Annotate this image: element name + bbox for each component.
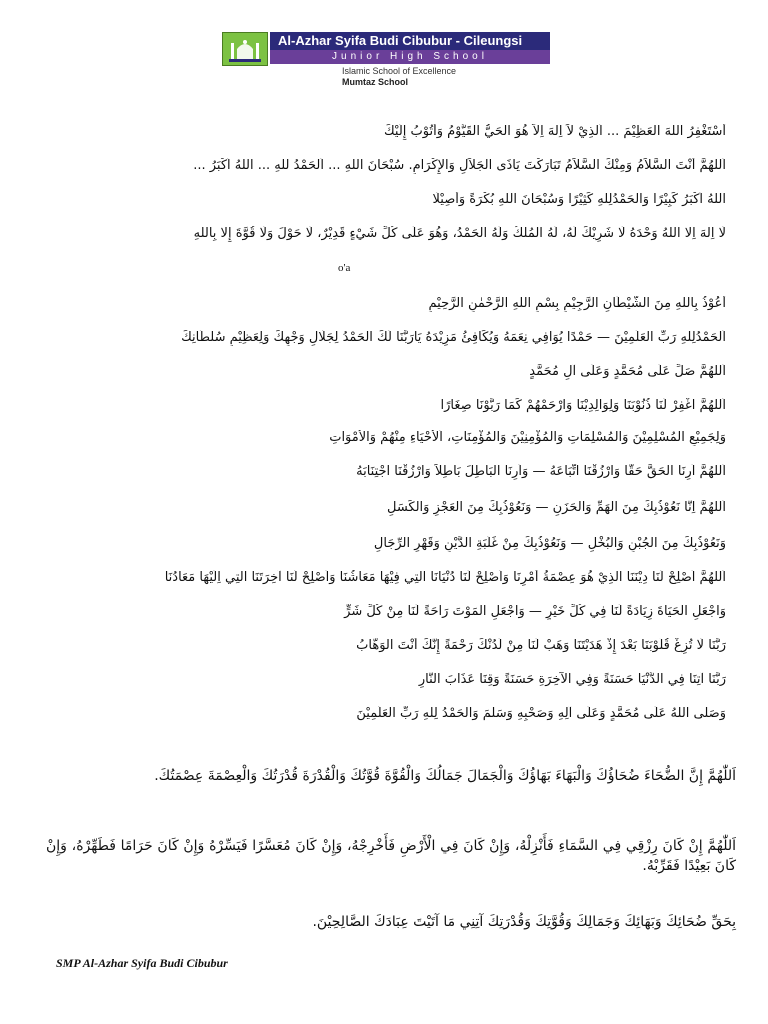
dua-line: وَاجْعَلِ الْحَيَاةَ زِيَادَةً لَنَا فِي كُلِّ خَيْرٍ — وَاجْعَلِ الْمَوْتَ رَاحَةً لَنَا مِنْ كُلِّ شَرٍّ [344, 604, 726, 619]
dua-paragraph: بِحَقِّ ضُحَائِكَ وَبَهَائِكَ وَجَمَالِكَ وَقُوَّتِكَ وَقُدْرَتِكَ آتِنِي مَا آتَيْتَ عِبَادَكَ الصَّالِحِيْنَ. [312, 914, 736, 930]
dua-line: وَنَعُوْذُبِكَ مِنَ الْجُبْنِ وَالْبُخْلِ — وَنَعُوْذُبِكَ مِنْ غَلَبَةِ الدَّيْنِ وَقَهْرِ الرِّجَالِ [373, 536, 726, 551]
dua-paragraph: اَللّٰهُمَّ إِنَّ الضُّحَاءَ ضُحَاؤُكَ وَالْبَهَاءَ بَهَاؤُكَ وَالْجَمَالَ جَمَالُكَ وَالْقُوَّةَ قُوَّتُكَ وَالْقُدْرَةَ قُدْرَتُكَ وَالْعِصْمَةَ عِصْمَتُكَ. [154, 768, 736, 784]
dua-line: اللهُ اَكْبَرُ كَبِيْرًا وَالْحَمْدُلِلّٰهِ كَثِيْرًا وَسُبْحَانَ اللهِ بُكْرَةً وَأَصِيْلًا [432, 192, 726, 207]
dua-line: اَللّٰهُمَّ أَنْتَ السَّلاَمُ وَمِنْكَ السَّلاَمُ تَبَارَكْتَ يَاذَى الْجَلاَلِ وَالْإِكْرَامِ. سُبْحَانَ اللهِ ... اَلْحَمْدُ للهِ ... اللهُ اَكْبَرُ ... [193, 158, 726, 173]
dua-line: رَبَّنَا لَا تُزِغْ قُلُوْبَنَا بَعْدَ إِذْ هَدَيْتَنَا وَهَبْ لَنَا مِنْ لَدُنْكَ رَحْمَةً إِنَّكَ أَنْتَ الْوَهَّابُ [356, 638, 726, 653]
dua-line: رَبَّنَا آتِنَا فِي الدُّنْيَا حَسَنَةً وَفِي الْآخِرَةِ حَسَنَةً وَقِنَا عَذَابَ النَّارِ [418, 672, 726, 687]
footer-text: SMP Al-Azhar Syifa Budi Cibubur [56, 956, 228, 970]
dua-line: أَعُوْذُ بِاللهِ مِنَ الشَّيْطَانِ الرَّجِيْمِ بِسْمِ اللهِ الرَّحْمٰنِ الرَّحِيْمِ [428, 296, 726, 311]
dua-line: وَلِجَمِيْعِ الْمُسْلِمِيْنَ وَالْمُسْلِمَاتِ وَالْمُؤْمِنِيْنَ وَالْمُؤْمِنَاتِ، اَلْأَحْيَاءِ مِنْهُمْ وَالْأَمْوَاتِ [329, 430, 726, 445]
school-name: Al-Azhar Syifa Budi Cibubur - Cileungsi [270, 32, 550, 50]
motto-text: Mumtaz School [342, 77, 409, 87]
tagline-text: Islamic School of Excellence [342, 66, 457, 76]
school-logo [222, 32, 268, 66]
school-header [170, 28, 550, 88]
dua-line: أَسْتَغْفِرُ اللهَ الْعَظِيْمَ ... اَلَّذِيْ لاَ اِلٰهَ اِلاَّ هُوَ الْحَيُّ الْقَيُّوْمُ وَأَتُوْبُ إِلَيْكَ [383, 124, 726, 139]
dua-line: اَللّٰهُمَّ اِنَّا نَعُوْذُبِكَ مِنَ الْهَمِّ وَالْحَزَنِ — وَنَعُوْذُبِكَ مِنَ الْعَجْزِ وَالْكَسَلِ [386, 500, 726, 515]
dua-line: اَللّٰهُمَّ اغْفِرْ لَنَا ذُنُوْبَنَا وَلِوَالِدِيْنَا وَارْحَمْهُمْ كَمَا رَبَّوْنَا صِغَارًا [440, 398, 726, 413]
school-tagline [342, 66, 502, 88]
dua-paragraph: اَللّٰهُمَّ إِنْ كَانَ رِزْقِي فِي السَّمَاءِ فَأَنْزِلْهُ، وَإِنْ كَانَ فِي الْأَرْضِ فَأَخْرِجْهُ، وَإِنْ كَانَ مُعَسَّرًا فَيَسِّرْهُ وَإِنْ كَانَ حَرَامًا فَطَهِّرْهُ، وَإِنْ كَانَ بَعِيْدًا فَقَرِّبْهُ. [46, 838, 736, 874]
dua-line: اَللّٰهُمَّ اَرِنَا الْحَقَّ حَقًّا وَارْزُقْنَا اتِّبَاعَهُ — وَاَرِنَا الْبَاطِلَ بَاطِلاً وَارْزُقْنَا اجْتِنَابَهُ [356, 464, 726, 479]
dua-line: اَلْحَمْدُلِلّٰهِ رَبِّ الْعَلَمِيْنَ — حَمْدًا يُوَافِي نِعَمَهُ وَيُكَافِئُ مَزِيْدَهُ يَارَبَّنَا لَكَ الْحَمْدُ لِجَلَالِ وَجْهِكَ وَلِعَظِيْمِ سُلْطَانِكَ [181, 330, 726, 345]
dua-line: وَصَلَّى اللهُ عَلَى مُحَمَّدٍ وَعَلَى آلِهِ وَصَحْبِهِ وَسَلَّمَ وَالْحَمْدُ لِلّٰهِ رَبِّ الْعَلَمِيْنَ [356, 706, 726, 721]
divider-text: o'a [338, 262, 351, 274]
school-level: Junior High School [270, 50, 550, 64]
dua-line: لَا اِلٰهَ اِلَّا اللهُ وَحْدَهُ لَا شَرِيْكَ لَهُ، لَهُ الْمُلْكُ وَلَهُ الْحَمْدُ، وَهُوَ عَلَى كُلِّ شَيْءٍ قَدِيْرٌ، لَا حَوْلَ وَلَا قُوَّةَ إِلَّا بِاللهِ [193, 226, 726, 241]
dua-line: اَللّٰهُمَّ اَصْلِحْ لَنَا دِيْنَنَا الَّذِيْ هُوَ عِصْمَةُ أَمْرِنَا وَاَصْلِحْ لَنَا دُنْيَانَا الَّتِي فِيْهَا مَعَاشُنَا وَاَصْلِحْ لَنَا آخِرَتَنَا الَّتِي اِلَيْهَا مَعَادُنَا [164, 570, 726, 585]
dua-line: اَللّٰهُمَّ صَلِّ عَلَى مُحَمَّدٍ وَعَلَى آلِ مُحَمَّدٍ [529, 364, 726, 379]
